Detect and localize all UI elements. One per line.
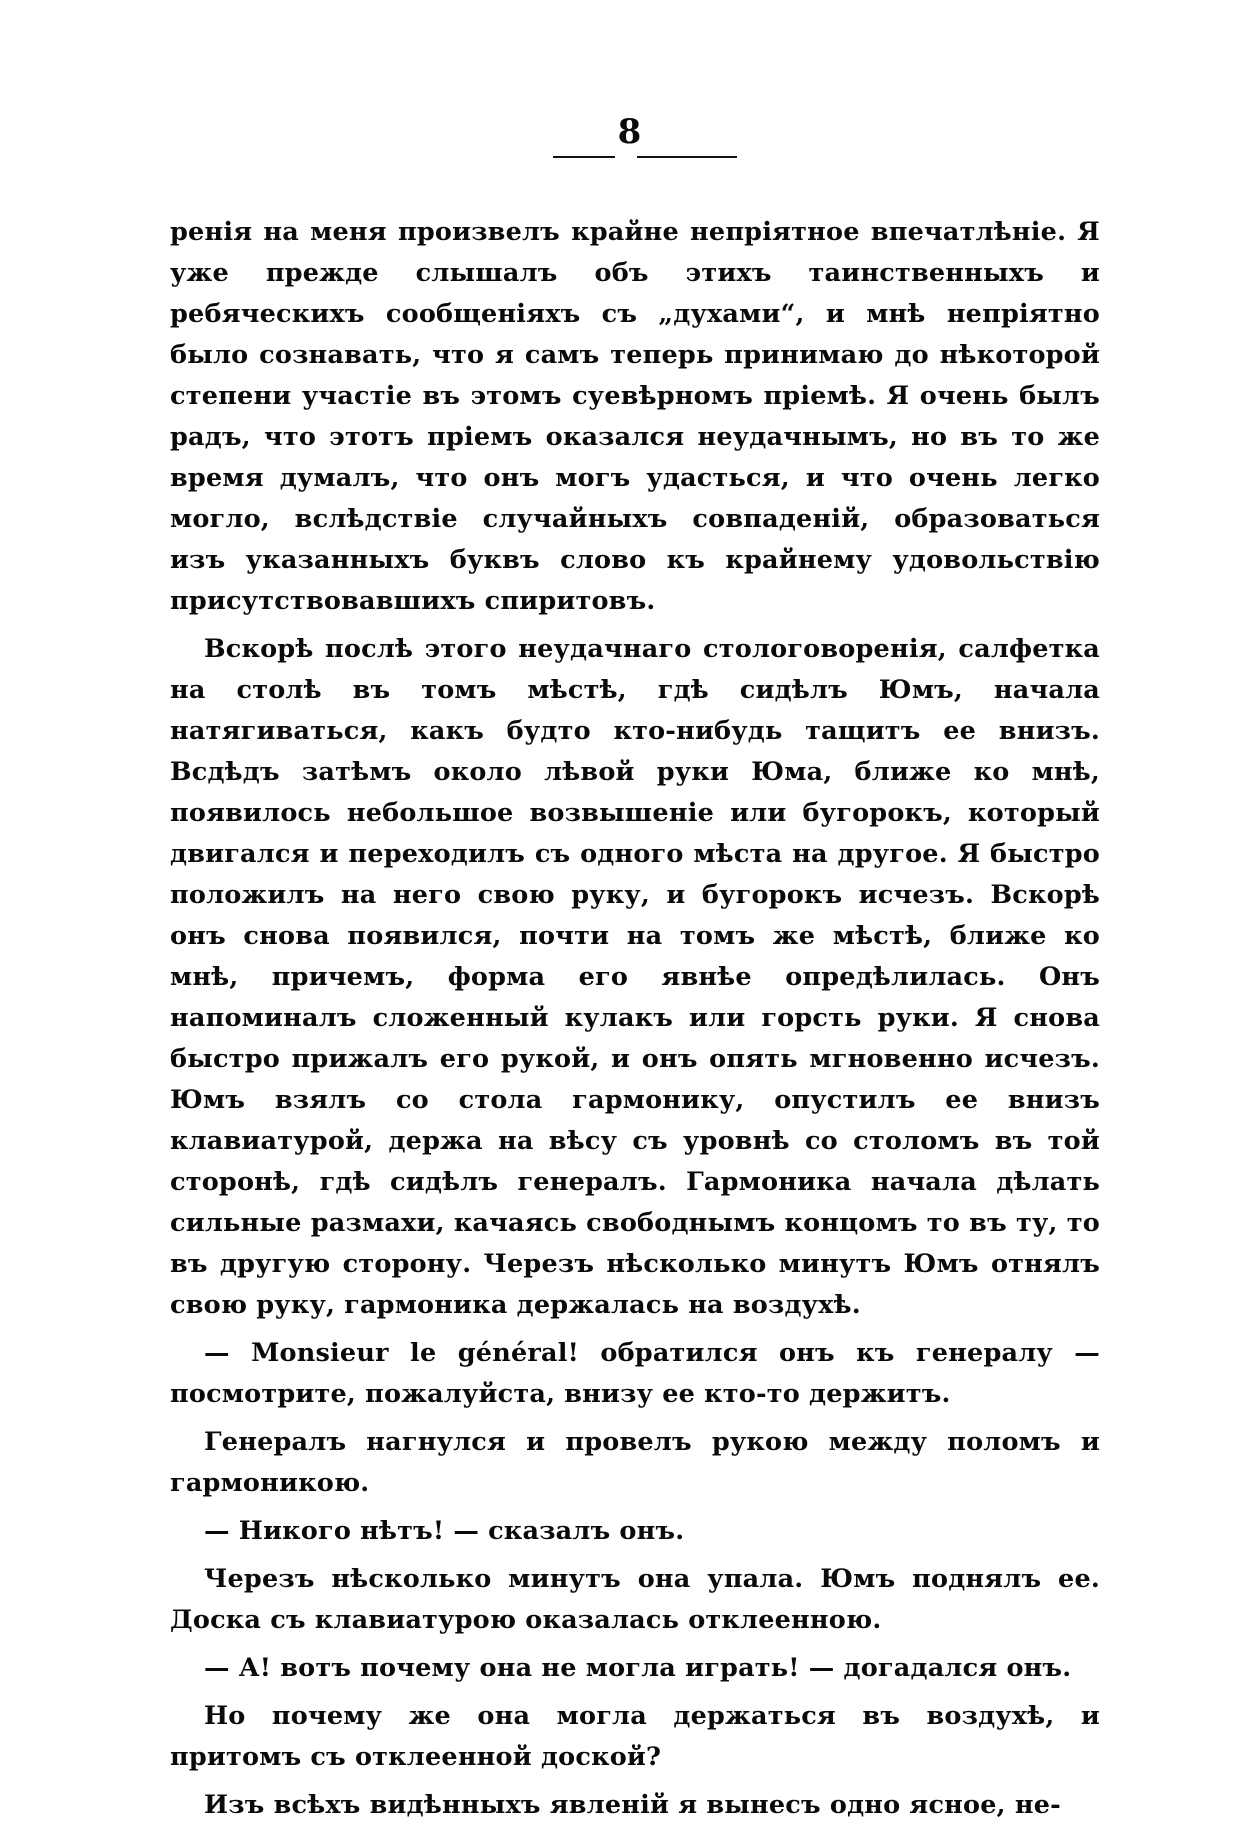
paragraph-general-checks: Генералъ нагнулся и провелъ рукою между поломъ и гармоникою.: [170, 1427, 1100, 1498]
header-rule-right: [637, 156, 737, 158]
paragraph-nobody: — Никого нѣтъ! — сказалъ онъ.: [204, 1516, 685, 1546]
paragraph-dialogue-general: — Monsieur le général! обратился онъ къ генералу — посмотрите, пожалуйста, внизу ее кто-то держитъ.: [170, 1338, 1100, 1409]
paragraph-conclusion: Изъ всѣхъ видѣнныхъ явленій я вынесъ одно ясное, не-: [204, 1790, 1061, 1820]
paragraph-harmonica-fell: Черезъ нѣсколько минутъ она упала. Юмъ поднялъ ее. Доска съ клавиатурою оказалась отклеенною.: [170, 1564, 1100, 1635]
paragraph-question: Но почему же она могла держаться въ воздухѣ, и притомъ съ отклеенной доской?: [170, 1701, 1100, 1772]
paragraph-continuation: ренія на меня произвелъ крайне непріятное впечатлѣніе. Я уже прежде слышалъ объ этихъ таинственныхъ и ребяческихъ сообщеніяхъ съ „духами“, и мнѣ непріятно было сознавать, что я самъ теперь принимаю до нѣкоторой степени участіе въ этомъ суевѣрномъ пріемѣ. Я очень былъ радъ, что этотъ пріемъ оказался неудачнымъ, но въ то же время думалъ, что онъ могъ удасться, и что очень легко могло, вслѣдствіе случайныхъ совпаденій, образоваться изъ указанныхъ буквъ слово къ крайнему удовольствію присутствовавшихъ спиритовъ.: [170, 217, 1100, 616]
paragraph-guessed: — А! вотъ почему она не могла играть! — догадался онъ.: [204, 1653, 1072, 1683]
header-rule-left: [553, 156, 615, 158]
page-number: 8: [617, 112, 642, 152]
paragraph-bump-and-harmonica: Вскорѣ послѣ этого неудачнаго стологоворенія, салфетка на столѣ въ томъ мѣстѣ, гдѣ сидѣлъ Юмъ, начала натягиваться, какъ будто кто-нибудь тащитъ ее внизъ. Всдѣдъ затѣмъ около лѣвой руки Юма, ближе ко мнѣ, появилось небольшое возвышеніе или бугорокъ, который двигался и переходилъ съ одного мѣста на другое. Я быстро положилъ на него свою руку, и бугорокъ исчезъ. Вскорѣ онъ снова появился, почти на томъ же мѣстѣ, ближе ко мнѣ, причемъ, форма его явнѣе опредѣлилась. Онъ напоминалъ сложенный кулакъ или горсть руки. Я снова быстро прижалъ его рукой, и онъ опять мгновенно исчезъ. Юмъ взялъ со стола гармонику, опустилъ ее внизъ клавиатурой, держа на вѣсу съ уровнѣ со столомъ въ той сторонѣ, гдѣ сидѣлъ генералъ. Гармоника начала дѣлать сильные размахи, качаясь свободнымъ концомъ то въ ту, то въ другую сторону. Черезъ нѣсколько минутъ Юмъ отнялъ свою руку, гармоника держалась на воздухѣ.: [170, 634, 1100, 1320]
body-text: [170, 212, 1100, 1826]
